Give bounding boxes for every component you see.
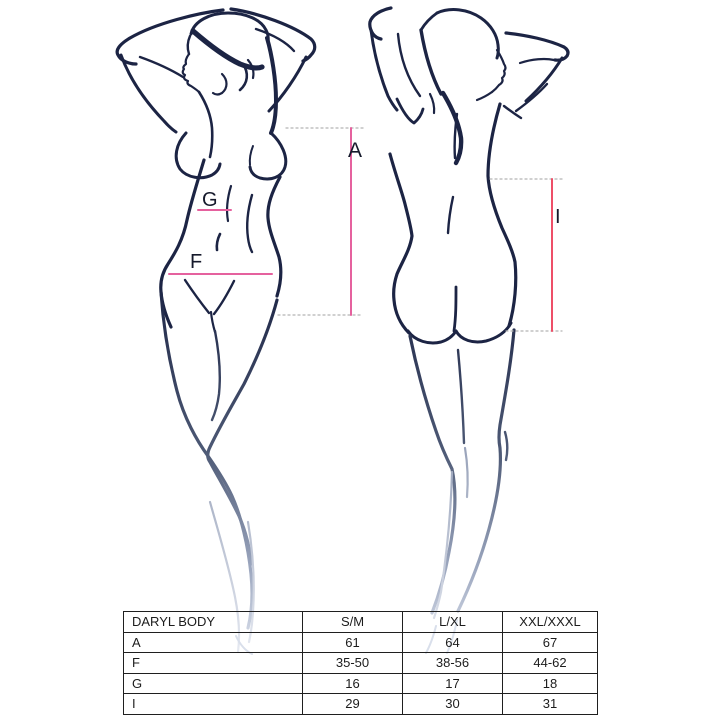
- size-table-row-A: [124, 632, 598, 653]
- back-right-arm-inner-2: [516, 84, 547, 111]
- back-left-shoulder-hook: [397, 99, 423, 123]
- front-right-torso-contour: [268, 177, 281, 296]
- front-pubic-left: [185, 280, 209, 313]
- back-right-arm-inner-1: [520, 59, 554, 63]
- back-ponytail-tail: [443, 93, 461, 163]
- front-waist-accent-2: [247, 195, 252, 252]
- front-left-forearm-inner: [140, 57, 183, 77]
- back-right-arm-outer: [506, 33, 568, 60]
- measure-value: 44-62: [503, 653, 598, 674]
- measure-value: 61: [303, 632, 403, 653]
- size-table-row-I: [124, 694, 598, 715]
- front-hair-tail: [267, 38, 276, 133]
- back-shoulder-blade-accent: [430, 94, 434, 113]
- back-left-leg: [410, 336, 455, 613]
- measurement-label-G: G: [202, 189, 218, 211]
- back-left-arm-edge: [371, 30, 397, 110]
- front-hair-sweep: [193, 31, 262, 68]
- front-figure: [117, 9, 315, 654]
- measure-value: 16: [303, 673, 403, 694]
- back-hair-left-edge: [421, 13, 437, 30]
- measure-key: I: [124, 694, 303, 715]
- back-left-buttock: [408, 331, 456, 343]
- back-left-torso-contour: [390, 154, 412, 333]
- measurement-label-F: F: [190, 251, 203, 273]
- size-column-sm: S/M: [303, 612, 403, 633]
- front-forehead: [188, 36, 190, 54]
- measure-value: 29: [303, 694, 403, 715]
- measure-value: 18: [503, 673, 598, 694]
- front-navel: [217, 234, 220, 250]
- front-pubic-right: [214, 281, 234, 314]
- size-column-xxl: XXL/XXXL: [503, 612, 598, 633]
- back-buttock-crack: [454, 287, 456, 331]
- back-hair-outline: [437, 10, 498, 58]
- back-calf-faint-2: [465, 448, 468, 497]
- back-behind-knee: [505, 432, 507, 460]
- back-ponytail-band: [421, 30, 441, 94]
- front-right-leg: [208, 300, 277, 564]
- size-table-title: DARYL BODY: [124, 612, 303, 633]
- front-hair-curl-2: [213, 74, 227, 95]
- front-left-upper-arm: [121, 55, 176, 132]
- measure-value: 35-50: [303, 653, 403, 674]
- measure-key: G: [124, 673, 303, 694]
- measure-value: 30: [403, 694, 503, 715]
- back-inner-thigh-line: [458, 350, 464, 443]
- measurement-I: [490, 179, 562, 331]
- front-right-breast: [250, 133, 286, 179]
- front-inner-thigh: [212, 331, 220, 420]
- measurement-label-I: I: [555, 206, 561, 228]
- measure-value: 31: [503, 694, 598, 715]
- front-left-torso-contour: [161, 160, 204, 327]
- measure-key: F: [124, 653, 303, 674]
- front-face-profile: [183, 54, 199, 92]
- back-jaw-neck: [477, 92, 492, 100]
- front-neck-chest-line: [199, 92, 212, 157]
- measurement-label-A: A: [348, 139, 363, 162]
- measure-value: 67: [503, 632, 598, 653]
- size-column-lxl: L/XL: [403, 612, 503, 633]
- back-right-buttock: [456, 323, 511, 342]
- front-waist-accent-1: [227, 186, 231, 221]
- size-table-row-F: [124, 653, 598, 674]
- back-spine-lower: [448, 197, 453, 233]
- measure-value: 17: [403, 673, 503, 694]
- size-table: [123, 611, 598, 715]
- size-table-header-row: [124, 612, 598, 633]
- back-right-upper-arm: [526, 58, 562, 101]
- back-left-arm-inner: [398, 34, 420, 96]
- front-right-forearm-inner: [256, 29, 294, 51]
- front-right-breast-inner: [250, 146, 253, 165]
- front-left-leg: [161, 292, 252, 628]
- measure-key: A: [124, 632, 303, 653]
- size-table-row-G: [124, 673, 598, 694]
- measure-value: 64: [403, 632, 503, 653]
- back-right-torso-contour: [488, 104, 516, 326]
- measure-value: 38-56: [403, 653, 503, 674]
